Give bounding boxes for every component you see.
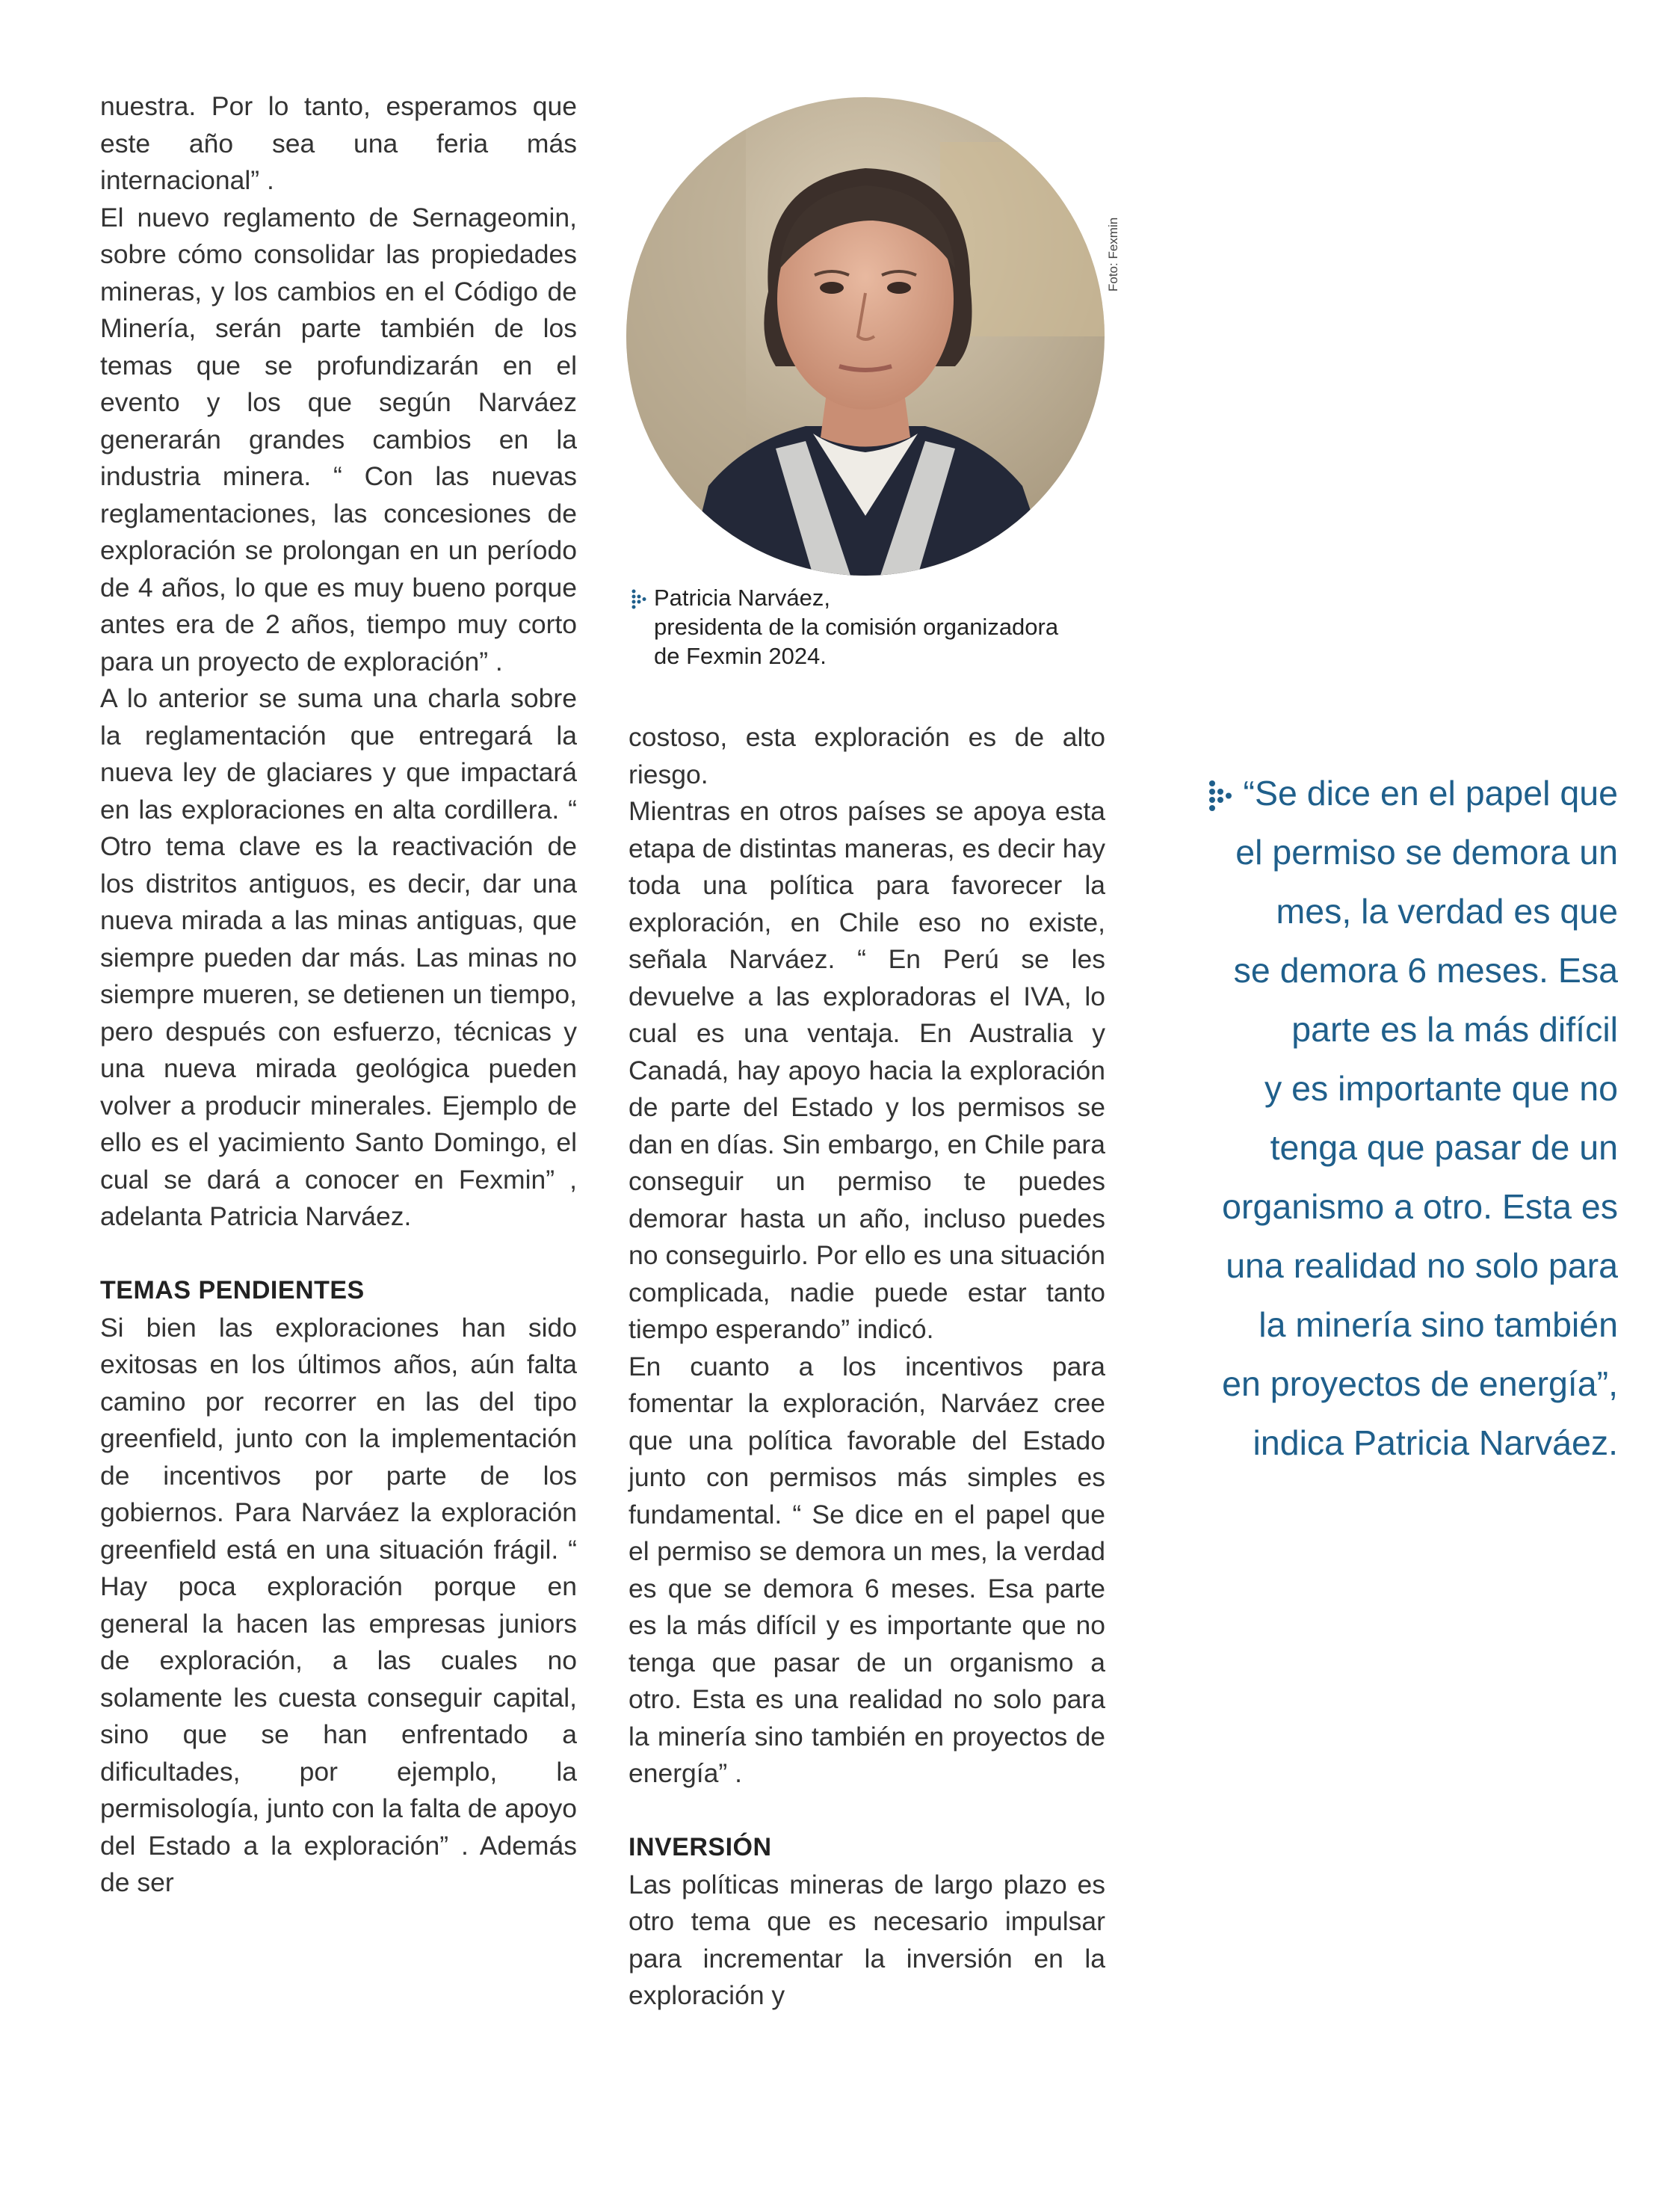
article-column-1 [100, 88, 577, 1902]
quote-line: mes, la verdad es que [1276, 892, 1618, 931]
paragraph: costoso, esta exploración es de alto riesgo. [629, 722, 1105, 789]
quote-line: la minería sino también [1259, 1305, 1618, 1344]
portrait-photo [626, 97, 1105, 576]
section-heading-inversion: INVERSIÓN [629, 1833, 772, 1861]
photo-credit: Foto: Fexmin [1106, 217, 1120, 292]
dots-bullet-icon [1208, 780, 1235, 813]
quote-line: tenga que pasar de un [1270, 1128, 1618, 1167]
dots-bullet-icon [631, 589, 648, 610]
article-column-2 [629, 719, 1105, 2015]
paragraph: Si bien las exploraciones han sido exitosas en los últimos años, aún falta camino por recorrer en las del tipo greenfield, junto con la implementación de incentivos por parte de los gobiernos. Para Narváez la exploración greenfield está en una situación frágil. “ Hay poca exploración porque en general la hacen las empresas juniors de exploración, a las cuales no solamente les cuesta conseguir capital, sino que se han enfrentado a dificultades, por ejemplo, la permisología, junto con la falta de apoyo del Estado a la exploración” . Además de ser [100, 1312, 577, 1897]
quote-line: y es importante que no [1264, 1069, 1618, 1108]
quote-line: el permiso se demora un [1235, 833, 1618, 872]
caption-line [631, 583, 1125, 612]
photo-caption [631, 583, 1125, 671]
section-heading-temas-pendientes: TEMAS PENDIENTES [100, 1276, 365, 1304]
portrait-illustration [626, 97, 1105, 576]
pull-quote [1162, 764, 1618, 1473]
quote-line: una realidad no solo para [1226, 1246, 1618, 1285]
quote-line: se demora 6 meses. Esa [1233, 951, 1618, 990]
paragraph: Mientras en otros países se apoya esta etapa de distintas maneras, es decir hay toda una política para favorecer la exploración, en Chile eso no existe, señala Narváez. “ En Perú se les devuelve a las exploradoras el IVA, lo cual es una ventaja. En Australia y Canadá, hay apoyo hacia la exploración de parte del Estado y los permisos se dan en días. Sin embargo, en Chile para conseguir un permiso te puedes demorar hasta un año, incluso puedes no conseguirlo. Por ello es una situación complicada, nadie puede estar tanto tiempo esperando” indicó. [629, 796, 1105, 1344]
quote-line: organismo a otro. Esta es [1222, 1187, 1618, 1226]
quote-line: indica Patricia Narváez. [1253, 1423, 1618, 1462]
caption-name: Patricia Narváez, [654, 585, 831, 611]
quote-line: “Se dice en el papel que [1162, 764, 1618, 823]
quote-line: en proyectos de energía”, [1222, 1364, 1618, 1403]
paragraph: En cuanto a los incentivos para fomentar la exploración, Narváez cree que una política favorable del Estado junto con permisos más simples es fundamental. “ Se dice en el papel que el permiso se demora un mes, la verdad es que se demora 6 meses. Esa parte es la más difícil y es importante que no tenga que pasar de un organismo a otro. Esta es una realidad no solo para la minería sino también en proyectos de energía” . [629, 1351, 1105, 1788]
quote-line: parte es la más difícil [1291, 1010, 1618, 1049]
paragraph: A lo anterior se suma una charla sobre la reglamentación que entregará la nueva ley de glaciares y que impactará en las exploraciones en alta cordillera. “ Otro tema clave es la reactivación de los distritos antiguos, es decir, dar una nueva mirada a las minas antiguas, que siempre pueden dar más. Las minas no siempre mueren, se detienen un tiempo, pero después con esfuerzo, técnicas y una nueva mirada geológica pueden volver a producir minerales. Ejemplo de ello es el yacimiento Santo Domingo, el cual se dará a conocer en Fexmin” , adelanta Patricia Narváez. [100, 683, 577, 1231]
paragraph: nuestra. Por lo tanto, esperamos que este año sea una feria más internacional” . [100, 91, 577, 195]
paragraph: El nuevo reglamento de Sernageomin, sobre cómo consolidar las propiedades mineras, y los cambios en el Código de Minería, serán parte también de los temas que se profundizarán en el evento y los que según Narváez generarán grandes cambios en la industria minera. “ Con las nuevas reglamentaciones, las concesiones de exploración se prolongan en un período de 4 años, lo que es muy bueno porque antes era de 2 años, tiempo muy corto para un proyecto de exploración” . [100, 202, 577, 677]
caption-event: de Fexmin 2024. [654, 643, 827, 669]
caption-role: presidenta de la comisión organizadora [654, 614, 1059, 640]
paragraph: Las políticas mineras de largo plazo es otro tema que es necesario impulsar para incrementar la inversión en la exploración y [629, 1869, 1105, 2010]
